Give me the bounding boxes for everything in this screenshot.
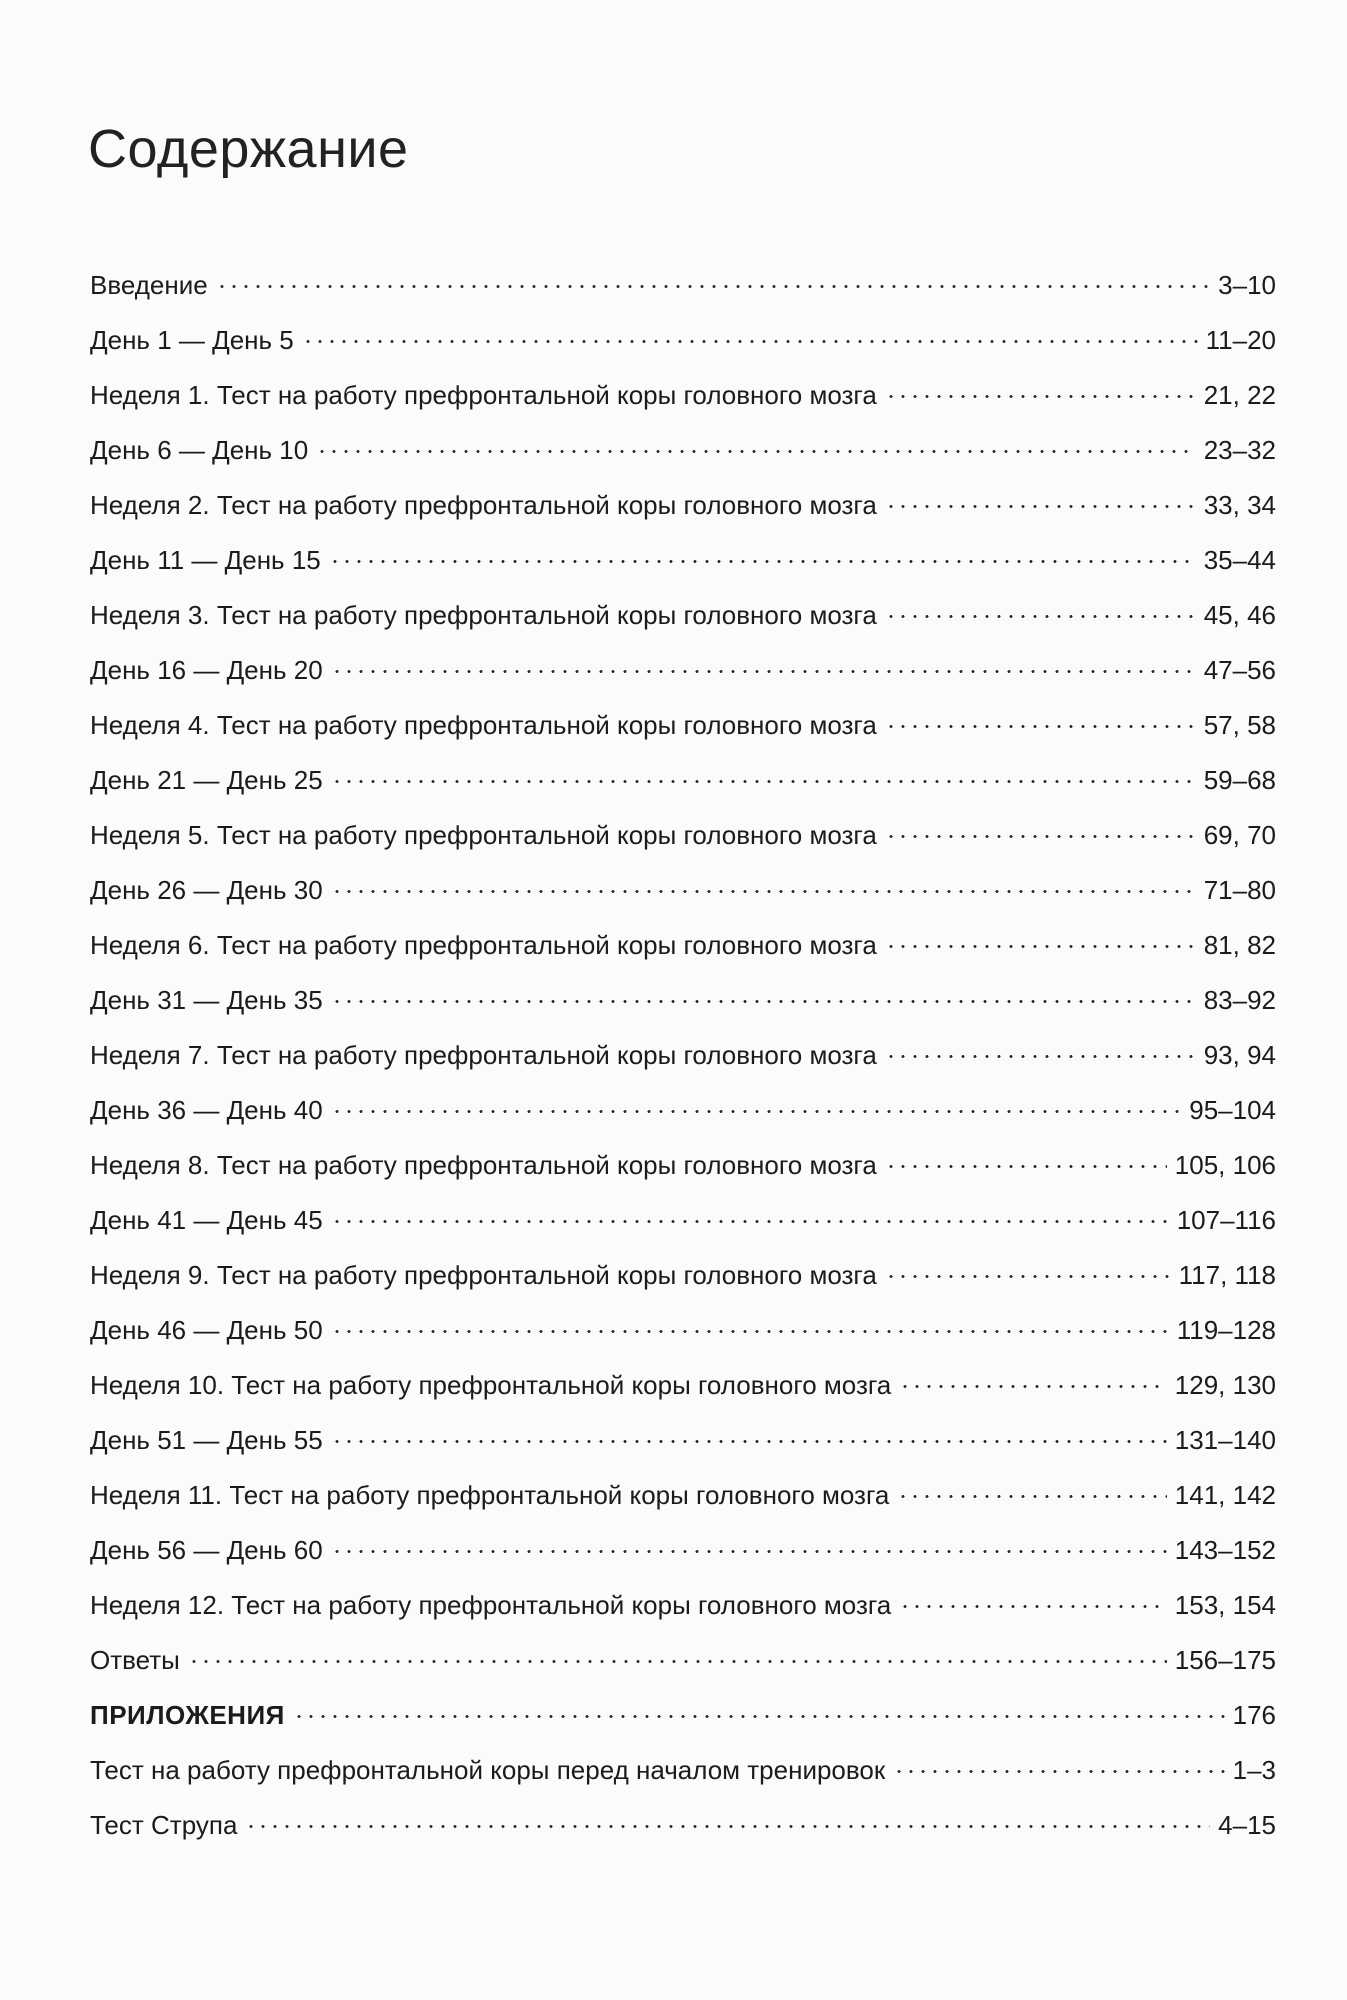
toc-entry-title: Неделя 11. Тест на работу префронтальной коры головного мозга: [90, 1480, 890, 1510]
toc-entry-pages: 1–3: [1232, 1755, 1276, 1785]
toc-entry-title: День 31 — День 35: [90, 985, 323, 1015]
toc-entry-title: Введение: [90, 270, 208, 300]
toc-entry: [90, 1578, 1276, 1633]
toc-entry-title: День 1 — День 5: [90, 325, 294, 355]
toc-entry-title: Неделя 6. Тест на работу префронтальной коры головного мозга: [90, 930, 877, 960]
toc-entry-title: Тест на работу префронтальной коры перед началом тренировок: [90, 1755, 886, 1785]
dot-leader: [885, 725, 1196, 728]
toc-entry-title: День 51 — День 55: [90, 1425, 323, 1455]
toc-entry-pages: 21, 22: [1203, 380, 1276, 410]
dot-leader: [331, 1220, 1169, 1223]
dot-leader: [331, 890, 1196, 893]
dot-leader: [245, 1825, 1210, 1828]
toc-entry-pages: 153, 154: [1174, 1590, 1276, 1620]
toc-entry-pages: 176: [1232, 1700, 1276, 1730]
dot-leader: [329, 560, 1196, 563]
toc-entry-pages: 105, 106: [1174, 1150, 1276, 1180]
page-title: Содержание: [88, 119, 409, 179]
toc-entry: [90, 973, 1276, 1028]
toc-entry-title: День 56 — День 60: [90, 1535, 323, 1565]
toc-entry-pages: 129, 130: [1174, 1370, 1276, 1400]
toc-entry-pages: 107–116: [1176, 1205, 1276, 1235]
toc-entry: [90, 533, 1276, 588]
toc-entry-pages: 156–175: [1174, 1645, 1276, 1675]
toc-entry-title: День 36 — День 40: [90, 1095, 323, 1125]
toc-entry-title: Неделя 1. Тест на работу префронтальной коры головного мозга: [90, 380, 877, 410]
toc-entry-pages: 131–140: [1174, 1425, 1276, 1455]
toc-entry-title: День 46 — День 50: [90, 1315, 323, 1345]
toc-entry: [90, 1028, 1276, 1083]
dot-leader: [216, 285, 1210, 288]
toc-entry-title: День 41 — День 45: [90, 1205, 323, 1235]
toc-entry-title: Неделя 2. Тест на работу префронтальной коры головного мозга: [90, 490, 877, 520]
toc-entry-title: Неделя 8. Тест на работу префронтальной коры головного мозга: [90, 1150, 877, 1180]
toc-entry-pages: 83–92: [1203, 985, 1276, 1015]
dot-leader: [293, 1715, 1225, 1718]
dot-leader: [331, 1440, 1167, 1443]
table-of-contents: [90, 258, 1276, 1853]
dot-leader: [899, 1605, 1167, 1608]
toc-entry: [90, 1468, 1276, 1523]
toc-entry-title: Неделя 3. Тест на работу префронтальной коры головного мозга: [90, 600, 877, 630]
toc-entry: [90, 753, 1276, 808]
toc-entry: [90, 1083, 1276, 1138]
toc-entry: [90, 1688, 1276, 1743]
toc-entry: [90, 1303, 1276, 1358]
toc-entry-title: День 11 — День 15: [90, 545, 321, 575]
dot-leader: [885, 505, 1196, 508]
dot-leader: [897, 1495, 1166, 1498]
toc-entry-pages: 93, 94: [1203, 1040, 1276, 1070]
toc-entry-pages: 33, 34: [1203, 490, 1276, 520]
toc-entry-pages: 3–10: [1218, 270, 1276, 300]
toc-entry: [90, 423, 1276, 478]
toc-entry-title: Ответы: [90, 1645, 180, 1675]
toc-entry: [90, 1248, 1276, 1303]
toc-entry-title: День 21 — День 25: [90, 765, 323, 795]
dot-leader: [331, 1550, 1167, 1553]
toc-entry-pages: 69, 70: [1203, 820, 1276, 850]
toc-entry-pages: 95–104: [1189, 1095, 1276, 1125]
dot-leader: [188, 1660, 1167, 1663]
toc-entry: [90, 698, 1276, 753]
toc-entry-title: Неделя 5. Тест на работу префронтальной коры головного мозга: [90, 820, 877, 850]
dot-leader: [885, 835, 1196, 838]
toc-entry: [90, 1193, 1276, 1248]
toc-entry-title: День 26 — День 30: [90, 875, 323, 905]
toc-entry-pages: 143–152: [1174, 1535, 1276, 1565]
dot-leader: [331, 670, 1196, 673]
toc-entry-title: Неделя 9. Тест на работу префронтальной коры головного мозга: [90, 1260, 877, 1290]
dot-leader: [331, 1330, 1169, 1333]
toc-entry: [90, 1358, 1276, 1413]
toc-entry-title: Неделя 4. Тест на работу префронтальной коры головного мозга: [90, 710, 877, 740]
dot-leader: [885, 1165, 1167, 1168]
toc-entry-title: День 6 — День 10: [90, 435, 309, 465]
dot-leader: [331, 780, 1196, 783]
dot-leader: [885, 395, 1196, 398]
dot-leader: [885, 1055, 1196, 1058]
toc-entry-pages: 59–68: [1203, 765, 1276, 795]
dot-leader: [893, 1770, 1224, 1773]
toc-entry-pages: 117, 118: [1178, 1260, 1276, 1290]
toc-entry-pages: 11–20: [1205, 325, 1276, 355]
toc-entry-title: Неделя 7. Тест на работу префронтальной коры головного мозга: [90, 1040, 877, 1070]
toc-entry-title: ПРИЛОЖЕНИЯ: [90, 1700, 285, 1730]
toc-entry: [90, 588, 1276, 643]
toc-entry: [90, 368, 1276, 423]
toc-entry: [90, 1633, 1276, 1688]
dot-leader: [302, 340, 1198, 343]
toc-entry-pages: 35–44: [1203, 545, 1276, 575]
dot-leader: [885, 1275, 1171, 1278]
toc-entry-pages: 4–15: [1218, 1810, 1276, 1840]
toc-entry: [90, 1413, 1276, 1468]
dot-leader: [899, 1385, 1167, 1388]
toc-entry: [90, 258, 1276, 313]
dot-leader: [331, 1110, 1182, 1113]
toc-entry-title: Тест Струпа: [90, 1810, 238, 1840]
toc-entry: [90, 1523, 1276, 1578]
toc-entry-pages: 141, 142: [1174, 1480, 1276, 1510]
toc-entry: [90, 1743, 1276, 1798]
toc-entry-pages: 47–56: [1203, 655, 1276, 685]
toc-entry-title: Неделя 12. Тест на работу префронтальной коры головного мозга: [90, 1590, 892, 1620]
toc-entry-pages: 81, 82: [1203, 930, 1276, 960]
toc-entry-pages: 119–128: [1176, 1315, 1276, 1345]
toc-entry-pages: 45, 46: [1203, 600, 1276, 630]
toc-entry-title: День 16 — День 20: [90, 655, 323, 685]
dot-leader: [316, 450, 1195, 453]
toc-entry: [90, 313, 1276, 368]
toc-entry: [90, 918, 1276, 973]
dot-leader: [885, 615, 1196, 618]
toc-entry-pages: 57, 58: [1203, 710, 1276, 740]
toc-entry-title: Неделя 10. Тест на работу префронтальной коры головного мозга: [90, 1370, 892, 1400]
toc-entry: [90, 643, 1276, 698]
toc-entry-pages: 23–32: [1203, 435, 1276, 465]
toc-entry: [90, 1798, 1276, 1853]
toc-entry: [90, 808, 1276, 863]
dot-leader: [885, 945, 1196, 948]
dot-leader: [331, 1000, 1196, 1003]
toc-entry: [90, 863, 1276, 918]
toc-entry: [90, 1138, 1276, 1193]
toc-entry-pages: 71–80: [1203, 875, 1276, 905]
toc-entry: [90, 478, 1276, 533]
